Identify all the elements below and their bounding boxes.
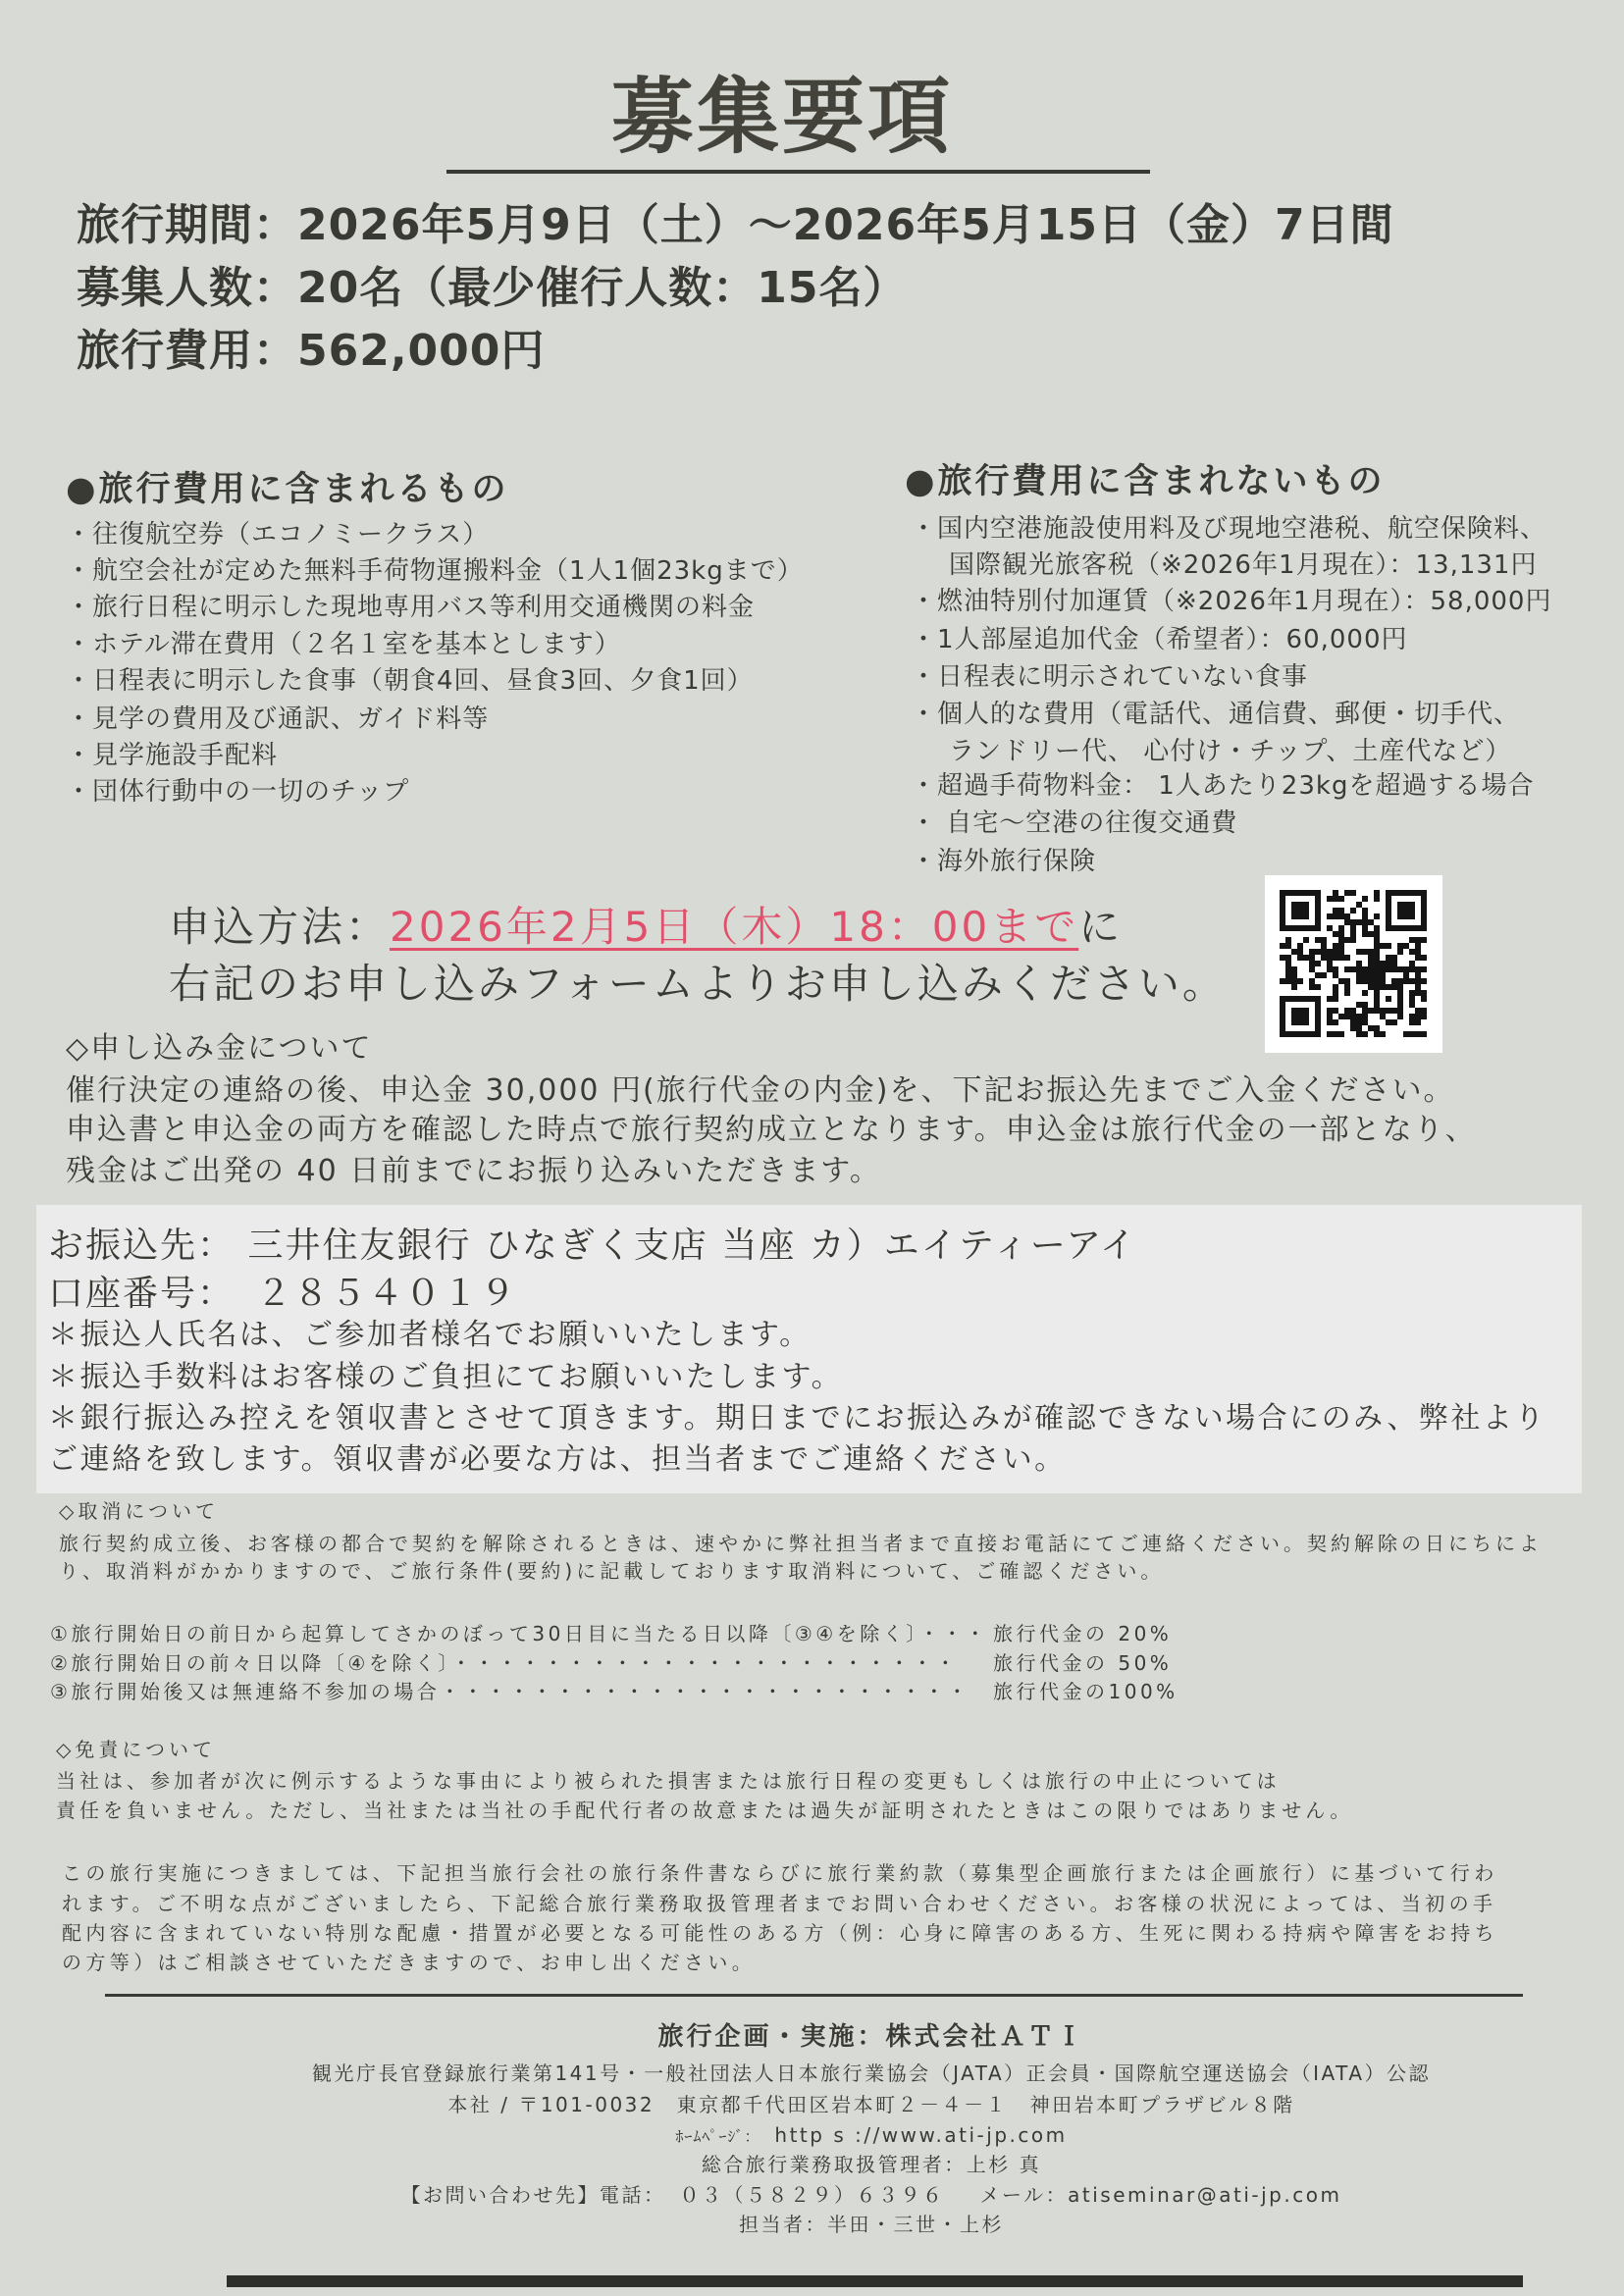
travel-manager: 総合旅行業務取扱管理者：上杉 真	[701, 2153, 1042, 2176]
application-deadline: 2026年2月5日（木）18：00まで	[390, 903, 1079, 951]
cancellation-row-1-label: ①旅行開始日の前日から起算してさかのぼって30日目に当たる日以降〔③④を除く〕・・・	[50, 1624, 989, 1644]
travel-price: 旅行費用：562,000円	[77, 326, 546, 376]
included-item: ・航空会社が定めた無料手荷物運搬料金（1人1個23kgまで）	[66, 556, 804, 586]
included-item: ・往復航空券（エコノミークラス）	[66, 520, 490, 549]
included-item: ・見学の費用及び通訳、ガイド料等	[66, 704, 490, 734]
bank-note: ＊振込人氏名は、ご参加者様名でお願いいたします。	[48, 1318, 812, 1352]
deposit-line: 催行決定の連絡の後、申込金 30,000 円(旅行代金の内金)を、下記お振込先までご入金ください。	[66, 1073, 1455, 1108]
travel-period: 旅行期間：2026年5月9日（土）～2026年5月15日（金）7日間	[77, 200, 1394, 250]
notice-line: の方等）はご相談させていただきますので、お申し出ください。	[62, 1951, 757, 1974]
homepage-link[interactable]: http s ://www.ati-jp.com	[774, 2123, 1068, 2147]
notice-line: この旅行実施につきましては、下記担当旅行会社の旅行条件書ならびに旅行業約款（募集型企画旅行または企画旅行）に基づいて行わ	[62, 1861, 1498, 1885]
not-included-item: ・国内空港施設使用料及び現地空港税、航空保険料、	[911, 514, 1547, 544]
cancellation-row-1-amount: 旅行代金の 20%	[993, 1622, 1173, 1645]
recruitment-capacity: 募集人数：20名（最少催行人数：15名）	[77, 263, 908, 313]
application-label: 申込方法：	[169, 903, 391, 951]
contact-line	[184, 2185, 1558, 2205]
page-title: 募集要項	[610, 69, 953, 165]
application-suffix: に	[1078, 903, 1124, 951]
footer-divider	[105, 1994, 1523, 1997]
account-label: 口座番号：	[48, 1274, 236, 1314]
disclaimer-line: 当社は、参加者が次に例示するような事由により被られた損害または旅行日程の変更もしくは旅行の中止については	[56, 1769, 1281, 1793]
homepage-line	[184, 2125, 1558, 2145]
not-included-item: ・日程表に明示されていない食事	[911, 662, 1309, 692]
registration-info: 観光庁長官登録旅行業第141号・一般社団法人日本旅行業協会（JATA）正会員・国際航空運送協会（IATA）公認	[311, 2061, 1432, 2085]
head-office-address: 本社 / 〒101-0032 東京都千代田区岩本町２－４－１ 神田岩本町プラザビル８階	[447, 2093, 1295, 2116]
included-item: ・ホテル滞在費用（２名１室を基本とします）	[66, 630, 621, 659]
disclaimer-heading: ◇免責について	[56, 1738, 216, 1761]
email-label: メール：	[979, 2183, 1069, 2207]
application-method	[169, 903, 1124, 951]
notice-line: れます。ご不明な点がございましたら、下記総合旅行業務取扱管理者までお問い合わせください。お客様の状況によっては、当初の手	[62, 1892, 1497, 1915]
cancellation-heading: ◇取消について	[59, 1499, 219, 1523]
cancellation-line: り、取消料がかかりますので、ご旅行条件(要約)に記載しております取消料について、ご確認ください。	[59, 1559, 1165, 1583]
bank-note: ＊銀行振込み控えを領収書とさせて頂きます。期日までにお振込みが確認できない場合にのみ、弊社より	[48, 1401, 1546, 1435]
deposit-heading: ◇申し込み金について	[66, 1031, 373, 1066]
bottom-bar	[227, 2275, 1523, 2287]
application-instruction: 右記のお申し込みフォームよりお申し込みください。	[169, 960, 1227, 1008]
bank-note: ご連絡を致します。領収書が必要な方は、担当者までご連絡ください。	[48, 1442, 1067, 1477]
title-underline	[446, 170, 1150, 174]
account-number: ２８５４０１９	[256, 1274, 518, 1314]
qr-code	[1265, 875, 1442, 1053]
cancellation-row-2-label: ②旅行開始日の前々日以降〔④を除く〕・・・・・・・・・・・・・・・・・・・・・・	[50, 1653, 959, 1673]
cancellation-row-2-amount: 旅行代金の 50%	[993, 1651, 1173, 1675]
not-included-item: ・燃油特別付加運賃（※2026年1月現在）：58,000円	[911, 587, 1552, 616]
cancellation-row-3-amount: 旅行代金の100%	[993, 1680, 1179, 1703]
organizer-company: 旅行企画・実施：株式会社ＡＴＩ	[657, 2022, 1085, 2052]
not-included-item: ・1人部屋追加代金（希望者）：60,000円	[911, 625, 1408, 654]
included-item: ・日程表に明示した食事（朝食4回、昼食3回、夕食1回）	[66, 666, 754, 696]
staff-in-charge: 担当者：半田・三世・上杉	[739, 2213, 1004, 2236]
deposit-line: 申込書と申込金の両方を確認した時点で旅行契約成立となります。申込金は旅行代金の一部となり、	[66, 1113, 1477, 1147]
qr-code-icon	[1265, 875, 1442, 1053]
not-included-item: ・超過手荷物料金： 1人あたり23kgを超過する場合	[911, 771, 1535, 801]
contact-phone: ０３（５８２９）６３９６	[679, 2183, 945, 2207]
not-included-item: ・個人的な費用（電話代、通信費、郵便・切手代、	[911, 700, 1521, 729]
notice-line: 配内容に含まれていない特別な配慮・措置が必要となる可能性のある方（例：心身に障害のある方、生死に関わる持病や障害をお持ち	[62, 1921, 1498, 1945]
contact-label: 【お問い合わせ先】電話：	[400, 2183, 666, 2207]
included-item: ・団体行動中の一切のチップ	[66, 777, 410, 807]
not-included-heading: ●旅行費用に含まれないもの	[905, 462, 1386, 501]
cancellation-line: 旅行契約成立後、お客様の都合で契約を解除されるときは、速やかに弊社担当者まで直接お電話にてご連絡ください。契約解除の日にちによ	[59, 1532, 1543, 1555]
disclaimer-line: 責任を負いません。ただし、当社または当社の手配代行者の故意または過失が証明されたときはこの限りではありません。	[56, 1799, 1354, 1822]
deposit-line: 残金はご出発の 40 日前までにお振り込みいただきます。	[66, 1154, 881, 1188]
bank-payee: お振込先： 三井住友銀行 ひなぎく支店 当座 カ）エイティーアイ	[48, 1226, 1137, 1266]
not-included-item: ・ 自宅〜空港の往復交通費	[911, 809, 1238, 838]
not-included-item-continued: 国際観光旅客税（※2026年1月現在）：13,131円	[949, 550, 1538, 580]
not-included-item-continued: ランドリー代、 心付け・チップ、土産代など）	[949, 737, 1512, 766]
included-item: ・見学施設手配料	[66, 741, 279, 770]
bank-note: ＊振込手数料はお客様のご負担にてお願いいたします。	[48, 1360, 844, 1394]
cancellation-row-3-label: ③旅行開始後又は無連絡不参加の場合・・・・・・・・・・・・・・・・・・・・・・・	[50, 1682, 970, 1701]
not-included-item: ・海外旅行保険	[911, 847, 1097, 876]
included-item: ・旅行日程に明示した現地専用バス等利用交通機関の料金	[66, 593, 756, 622]
email-link[interactable]: atiseminar@ati-jp.com	[1068, 2183, 1342, 2207]
homepage-label: ﾎｰﾑﾍﾟｰｼﾞ：	[675, 2127, 761, 2146]
included-heading: ●旅行費用に含まれるもの	[66, 470, 509, 509]
